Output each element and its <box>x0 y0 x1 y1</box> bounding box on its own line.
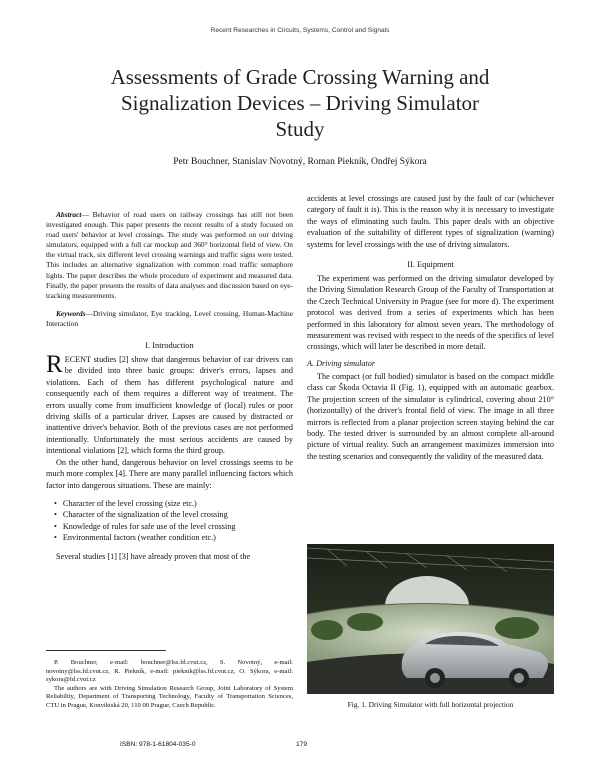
intro-paragraph-2: On the other hand, dangerous behavior on level crossings seems to be much more complex [4]. There are many parallel influencing factors which factor into dangerous situations. These are mainly: <box>46 457 293 490</box>
intro-text: ECENT studies [2] show that dangerous behavior of car drivers can be divided into three basic groups: driver's errors, lapses and violations. Each of them has different psychological nature and consequently each of them requires a different way of treatment. The errors usually come from insufficient knowledge of (local) rules or poor driving skills of a particular driver. Lapses are caused by distracted or inattentive driver's behavior. Both of the previous cases are not performed intentionally. Unfortunately the most serious accidents are caused by intentional violations [2], which forms the third group. <box>46 355 293 456</box>
paper-title <box>60 64 540 142</box>
simulator-photo <box>307 544 554 694</box>
list-item: • Character of the signalization of the level crossing <box>54 509 293 520</box>
list-item: • Knowledge of rules for safe use of the level crossing <box>54 521 293 532</box>
footnote-rule <box>46 650 166 651</box>
abstract-text: — Behavior of road users on railway crossings has still not been investigated enough. This paper presents the recent results of a study focused on road users' behavior at level crossings. The study was performed on our driving simulators, equipped with a full car mockup and 360° horizontal field of view. On the virtual track, six different level crossing warnings and traffic signs were tested. This includes an alternative signalization with common road traffic semaphore lights. The paper describes the whole procedure of experiment and measured data. Finally, the paper presents the results of data analyses and discussion based on eye-tracking measurements. <box>46 210 293 300</box>
simulator-paragraph: The compact (or full bodied) simulator is based on the compact middle class car Škoda Octavia II (Fig. 1), equipped with an automatic gearbox. The projection screen of the simulator is cylindrical, covering about 210° (horizontally) of the driver's frontal field of view. The image in all three mirrors is reflected from a planar projection screen staying behind the car body. The tested driver is surrounded by an almost complete all-around picture of virtual reality. Such an arrangement maximizes immersion into the testing scenarios and consequently the validity of the measured data. <box>307 371 554 461</box>
author-list: Petr Bouchner, Stanislav Novotný, Roman Piekník, Ondřej Sýkora <box>173 157 427 167</box>
running-header: Recent Researches in Circuits, Systems, Control and Signals <box>210 27 390 34</box>
title-line: Signalization Devices – Driving Simulator <box>120 91 480 115</box>
paragraph: accidents at level crossings are caused just by the fault of car (whichever category of fault it is). This is the reason why it is necessary to investigate the ways of eliminating such faults. This paper deals with an objective evaluation of the suitability of different types of signalization (warning) systems for level crossings with the use of driving simulators. <box>307 194 554 249</box>
title-line: Assessments of Grade Crossing Warning and <box>110 65 490 89</box>
list-item: • Character of the level crossing (size etc.) <box>54 498 293 509</box>
abstract <box>46 210 293 301</box>
footnote-affiliation: The authors are with Driving Simulation Research Group, Joint Laboratory of System Reliability, Department of Transporting Technology, Faculty of Transportation Sciences, CTU in Prague, Konviktská 20, 110 00 Prague, Czech Republic. <box>46 684 293 709</box>
figure-driving-simulator <box>307 544 554 694</box>
list-item: • Environmental factors (weather condition etc.) <box>54 532 293 543</box>
isbn: ISBN: 978-1-61804-035-0 <box>120 741 196 748</box>
keywords <box>46 309 293 329</box>
keywords-label: Keywords <box>56 308 86 318</box>
subsection-heading: A. Driving simulator <box>307 358 376 368</box>
title-line: Study <box>275 117 325 141</box>
page-number: 179 <box>296 741 308 748</box>
left-column <box>46 210 293 562</box>
equipment-paragraph: The experiment was performed on the driving simulator developed by the Driving Simulation Research Group of the Faculty of Transportation at the Czech Technical University in Prague (see for more d). The experiment protocol was derived from a series of experiments which has been performed in this laboratory for almost seven years. The methodology of measurement was revised with respect to the needs of the specifics of level crossings, which will later be described in more detail. <box>307 274 554 352</box>
footnote <box>46 650 293 711</box>
factor-list <box>46 498 293 544</box>
drop-cap: R <box>46 351 63 379</box>
intro-paragraph <box>46 351 293 457</box>
figure-caption: Fig. 1. Driving Simulator with full horizontal projection <box>347 700 514 709</box>
intro-paragraph-3: Several studies [1] [3] have already proven that most of the <box>56 551 251 561</box>
keywords-text: —Driving simulator, Eye tracking, Level crossing, Human-Machine Interaction <box>46 308 293 328</box>
footnote-emails: P. Bouchner, e-mail: bouchner@lss.fd.cvut.cz, S. Novotný, e-mail: novotny@lss.fd.cvut.cz, R. Piekník, e-mail: pieknik@lss.fd.cvut.cz, O. Sýkora, e-mail: sykora@fd.cvut.cz <box>46 659 293 684</box>
section-heading: I. Introduction <box>145 341 194 351</box>
right-column <box>307 193 554 462</box>
abstract-label: Abstract <box>56 210 82 219</box>
section-heading: II. Equipment <box>407 260 454 270</box>
